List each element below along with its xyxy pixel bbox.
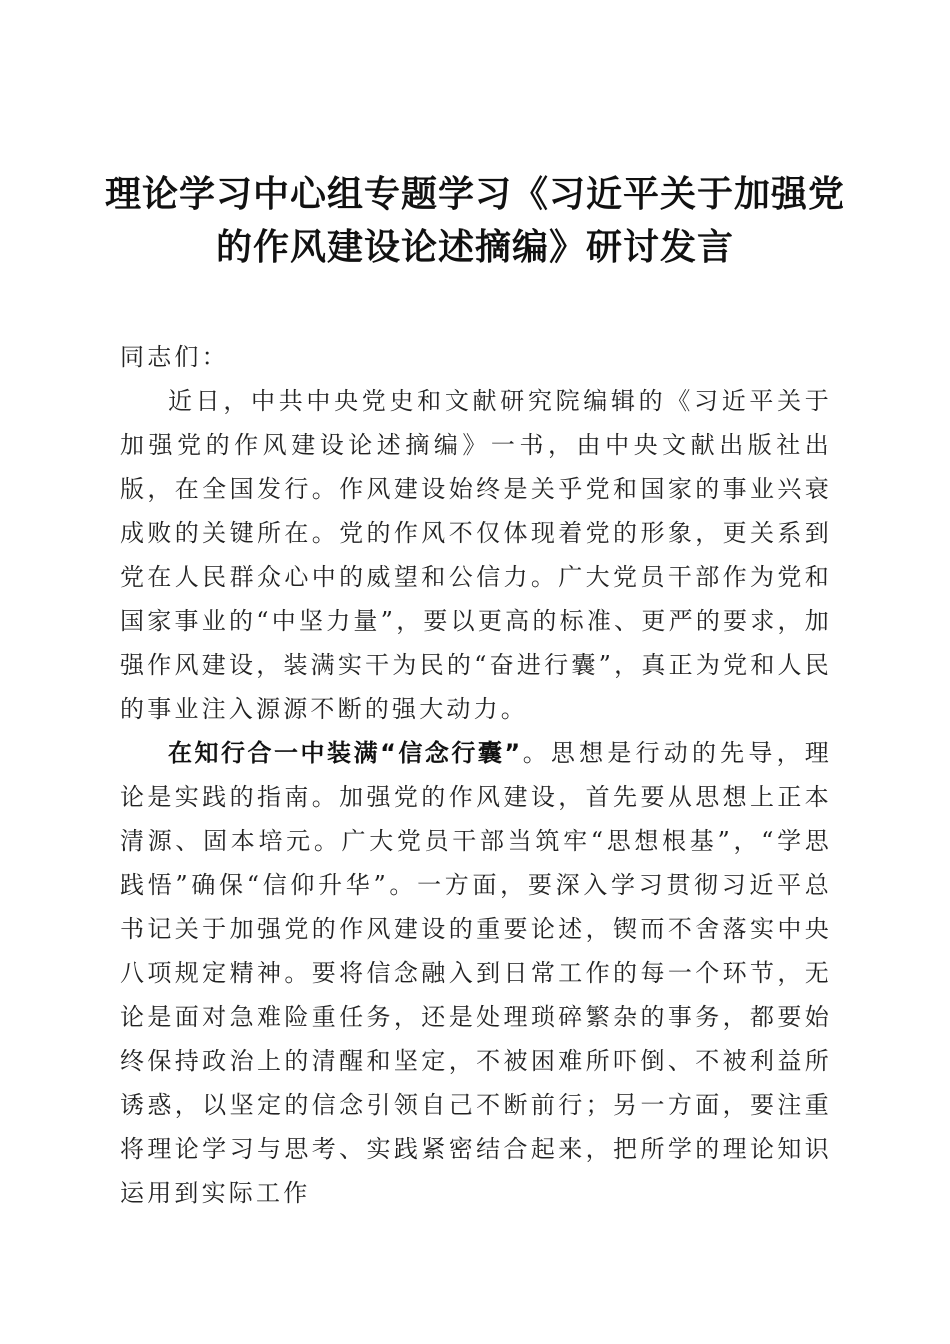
document-title	[60, 168, 890, 274]
title-line-1: 理论学习中心组专题学习《习近平关于加强党	[104, 174, 845, 215]
document-body	[120, 335, 832, 1215]
title-line-2: 的作风建设论述摘编》研讨发言	[215, 227, 734, 268]
salutation: 同志们：	[120, 343, 229, 371]
paragraph-belief	[120, 731, 832, 1215]
paragraph-lead-heading: 在知行合一中装满“信念行囊”	[168, 739, 522, 767]
paragraph-intro: 近日，中共中央党史和文献研究院编辑的《习近平关于加强党的作风建设论述摘编》一书，由中央文献出版社出版，在全国发行。作风建设始终是关乎党和国家的事业兴衰成败的关键所在。党的作风不仅体现着党的形象，更关系到党在人民群众心中的威望和公信力。广大党员干部作为党和国家事业的“中坚力量”，要以更高的标准、更严的要求，加强作风建设，装满实干为民的“奋进行囊”，真正为党和人民的事业注入源源不断的强大动力。	[120, 387, 832, 723]
paragraph-belief-text: 。思想是行动的先导，理论是实践的指南。加强党的作风建设，首先要从思想上正本清源、固本培元。广大党员干部当筑牢“思想根基”，“学思践悟”确保“信仰升华”。一方面，要深入学习贯彻习近平总书记关于加强党的作风建设的重要论述，锲而不舍落实中央八项规定精神。要将信念融入到日常工作的每一个环节，无论是面对急难险重任务，还是处理琐碎繁杂的事务，都要始终保持政治上的清醒和坚定，不被困难所吓倒、不被利益所诱惑，以坚定的信念引领自己不断前行；另一方面，要注重将理论学习与思考、实践紧密结合起来，把所学的理论知识运用到实际工作	[120, 739, 833, 1207]
